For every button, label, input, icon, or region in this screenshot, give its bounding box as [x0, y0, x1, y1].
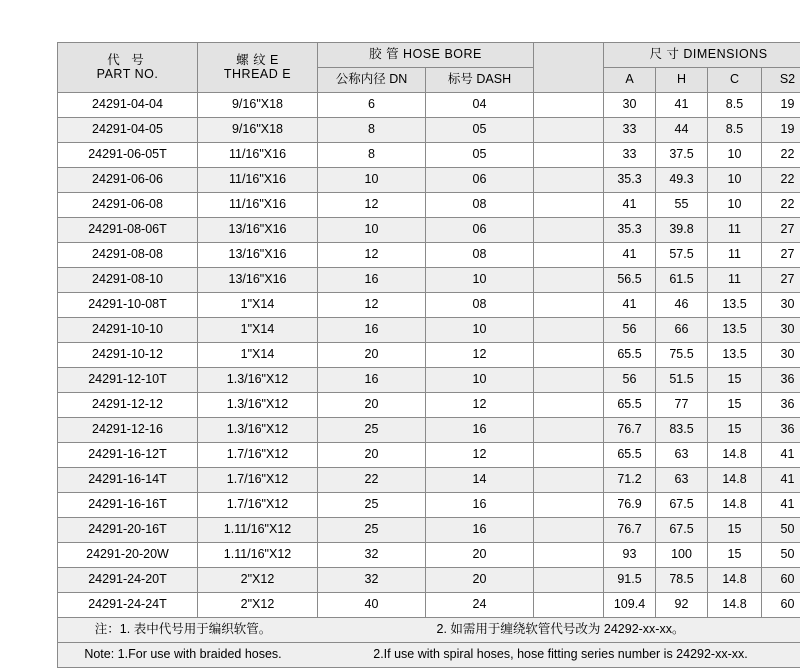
cell-dn: 10	[318, 168, 426, 193]
note-cn	[58, 618, 800, 643]
table-row	[58, 318, 800, 343]
cell-c: 11	[708, 243, 762, 268]
cell-s2: 30	[762, 343, 800, 368]
cell-a: 33	[604, 143, 656, 168]
cell-c: 8.5	[708, 93, 762, 118]
cell-c: 15	[708, 418, 762, 443]
note-en-1: Note: 1.For use with braided hoses.	[58, 648, 308, 662]
cell-thread: 2"X12	[198, 568, 318, 593]
cell-c: 15	[708, 543, 762, 568]
cell-a: 65.5	[604, 443, 656, 468]
cell-a: 76.7	[604, 518, 656, 543]
header-dn: 公称内径 DN	[318, 68, 426, 93]
cell-blank	[534, 368, 604, 393]
header-part-no-en: PART NO.	[58, 68, 197, 82]
cell-h: 66	[656, 318, 708, 343]
table-row	[58, 493, 800, 518]
cell-part-no: 24291-16-12T	[58, 443, 198, 468]
cell-blank	[534, 168, 604, 193]
table-row	[58, 543, 800, 568]
cell-thread: 13/16"X16	[198, 268, 318, 293]
cell-part-no: 24291-24-24T	[58, 593, 198, 618]
cell-dash: 10	[426, 368, 534, 393]
cell-blank	[534, 93, 604, 118]
cell-dn: 16	[318, 318, 426, 343]
cell-dn: 10	[318, 218, 426, 243]
cell-s2: 22	[762, 143, 800, 168]
cell-s2: 27	[762, 268, 800, 293]
cell-a: 56.5	[604, 268, 656, 293]
cell-part-no: 24291-06-08	[58, 193, 198, 218]
cell-a: 65.5	[604, 343, 656, 368]
cell-blank	[534, 568, 604, 593]
cell-a: 56	[604, 318, 656, 343]
cell-c: 14.8	[708, 593, 762, 618]
header-part-no-cn: 代 号	[58, 54, 197, 68]
cell-dn: 12	[318, 243, 426, 268]
cell-c: 15	[708, 368, 762, 393]
header-thread	[198, 43, 318, 93]
cell-thread: 9/16"X18	[198, 93, 318, 118]
note-en	[58, 643, 800, 668]
cell-blank	[534, 493, 604, 518]
cell-part-no: 24291-24-20T	[58, 568, 198, 593]
cell-c: 10	[708, 168, 762, 193]
cell-part-no: 24291-16-14T	[58, 468, 198, 493]
cell-c: 8.5	[708, 118, 762, 143]
cell-thread: 1.11/16"X12	[198, 543, 318, 568]
cell-blank	[534, 543, 604, 568]
spec-sheet	[57, 42, 743, 668]
cell-blank	[534, 218, 604, 243]
cell-part-no: 24291-16-16T	[58, 493, 198, 518]
cell-a: 71.2	[604, 468, 656, 493]
cell-thread: 1"X14	[198, 318, 318, 343]
table-row	[58, 518, 800, 543]
cell-h: 41	[656, 93, 708, 118]
table-row	[58, 93, 800, 118]
table-header	[58, 43, 800, 93]
header-hose-bore: 胶 管 HOSE BORE	[318, 43, 534, 68]
cell-a: 41	[604, 243, 656, 268]
cell-s2: 41	[762, 443, 800, 468]
table-row	[58, 218, 800, 243]
cell-h: 63	[656, 468, 708, 493]
cell-part-no: 24291-08-10	[58, 268, 198, 293]
cell-thread: 1.3/16"X12	[198, 368, 318, 393]
cell-part-no: 24291-10-10	[58, 318, 198, 343]
cell-blank	[534, 243, 604, 268]
header-h: H	[656, 68, 708, 93]
cell-thread: 1.3/16"X12	[198, 393, 318, 418]
cell-dash: 16	[426, 493, 534, 518]
cell-dash: 12	[426, 443, 534, 468]
cell-dash: 08	[426, 293, 534, 318]
cell-dash: 12	[426, 343, 534, 368]
cell-dn: 25	[318, 518, 426, 543]
cell-blank	[534, 293, 604, 318]
cell-blank	[534, 518, 604, 543]
cell-s2: 60	[762, 593, 800, 618]
cell-c: 14.8	[708, 443, 762, 468]
cell-dash: 20	[426, 543, 534, 568]
note-row-cn	[58, 618, 800, 643]
cell-part-no: 24291-04-05	[58, 118, 198, 143]
cell-blank	[534, 268, 604, 293]
cell-dn: 6	[318, 93, 426, 118]
table-row	[58, 193, 800, 218]
table-row	[58, 468, 800, 493]
cell-s2: 22	[762, 193, 800, 218]
header-row-1	[58, 43, 800, 68]
cell-h: 67.5	[656, 518, 708, 543]
cell-a: 109.4	[604, 593, 656, 618]
cell-part-no: 24291-06-06	[58, 168, 198, 193]
cell-s2: 41	[762, 493, 800, 518]
cell-dn: 20	[318, 343, 426, 368]
cell-s2: 30	[762, 318, 800, 343]
cell-dn: 16	[318, 368, 426, 393]
cell-dn: 8	[318, 118, 426, 143]
cell-thread: 1"X14	[198, 293, 318, 318]
cell-thread: 13/16"X16	[198, 243, 318, 268]
header-s2: S2	[762, 68, 800, 93]
cell-thread: 1.7/16"X12	[198, 468, 318, 493]
table-row	[58, 268, 800, 293]
cell-thread: 1.7/16"X12	[198, 493, 318, 518]
cell-dash: 06	[426, 218, 534, 243]
cell-dash: 12	[426, 393, 534, 418]
cell-a: 30	[604, 93, 656, 118]
cell-h: 83.5	[656, 418, 708, 443]
header-thread-en: THREAD E	[198, 68, 317, 82]
cell-c: 13.5	[708, 293, 762, 318]
table-row	[58, 343, 800, 368]
note-cn-1: 注：1. 表中代号用于编织软管。	[58, 623, 308, 637]
table-row	[58, 443, 800, 468]
cell-thread: 2"X12	[198, 593, 318, 618]
table-row	[58, 168, 800, 193]
cell-part-no: 24291-04-04	[58, 93, 198, 118]
cell-thread: 1.3/16"X12	[198, 418, 318, 443]
cell-s2: 50	[762, 518, 800, 543]
cell-c: 15	[708, 518, 762, 543]
cell-dash: 10	[426, 318, 534, 343]
cell-a: 65.5	[604, 393, 656, 418]
cell-s2: 60	[762, 568, 800, 593]
cell-dash: 08	[426, 243, 534, 268]
table-row	[58, 418, 800, 443]
cell-s2: 30	[762, 293, 800, 318]
table-row	[58, 593, 800, 618]
cell-h: 61.5	[656, 268, 708, 293]
cell-a: 33	[604, 118, 656, 143]
cell-dn: 25	[318, 418, 426, 443]
cell-part-no: 24291-12-10T	[58, 368, 198, 393]
fittings-spec-table	[57, 42, 800, 668]
cell-h: 55	[656, 193, 708, 218]
cell-h: 63	[656, 443, 708, 468]
cell-s2: 36	[762, 368, 800, 393]
cell-c: 10	[708, 193, 762, 218]
cell-a: 91.5	[604, 568, 656, 593]
cell-blank	[534, 443, 604, 468]
cell-dn: 25	[318, 493, 426, 518]
cell-c: 15	[708, 393, 762, 418]
cell-h: 92	[656, 593, 708, 618]
cell-a: 35.3	[604, 218, 656, 243]
cell-a: 76.7	[604, 418, 656, 443]
table-row	[58, 293, 800, 318]
table-row	[58, 368, 800, 393]
table-footer	[58, 618, 800, 668]
cell-part-no: 24291-08-08	[58, 243, 198, 268]
cell-dash: 20	[426, 568, 534, 593]
cell-a: 76.9	[604, 493, 656, 518]
table-row	[58, 393, 800, 418]
cell-s2: 22	[762, 168, 800, 193]
cell-h: 78.5	[656, 568, 708, 593]
cell-part-no: 24291-10-12	[58, 343, 198, 368]
header-thread-cn: 螺 纹 E	[198, 54, 317, 68]
cell-part-no: 24291-08-06T	[58, 218, 198, 243]
cell-c: 10	[708, 143, 762, 168]
cell-dn: 32	[318, 568, 426, 593]
cell-dn: 22	[318, 468, 426, 493]
table-row	[58, 243, 800, 268]
cell-blank	[534, 143, 604, 168]
cell-part-no: 24291-06-05T	[58, 143, 198, 168]
cell-blank	[534, 418, 604, 443]
cell-dn: 16	[318, 268, 426, 293]
cell-c: 14.8	[708, 468, 762, 493]
cell-h: 49.3	[656, 168, 708, 193]
cell-dash: 10	[426, 268, 534, 293]
cell-part-no: 24291-10-08T	[58, 293, 198, 318]
cell-h: 46	[656, 293, 708, 318]
cell-dn: 20	[318, 443, 426, 468]
cell-c: 11	[708, 218, 762, 243]
cell-a: 41	[604, 193, 656, 218]
cell-thread: 13/16"X16	[198, 218, 318, 243]
cell-h: 100	[656, 543, 708, 568]
cell-h: 39.8	[656, 218, 708, 243]
cell-dn: 32	[318, 543, 426, 568]
cell-dash: 16	[426, 518, 534, 543]
note-row-en	[58, 643, 800, 668]
cell-h: 75.5	[656, 343, 708, 368]
cell-dash: 05	[426, 118, 534, 143]
header-part-no	[58, 43, 198, 93]
cell-s2: 41	[762, 468, 800, 493]
cell-h: 77	[656, 393, 708, 418]
cell-thread: 11/16"X16	[198, 193, 318, 218]
cell-part-no: 24291-12-12	[58, 393, 198, 418]
cell-dash: 05	[426, 143, 534, 168]
cell-thread: 1.7/16"X12	[198, 443, 318, 468]
cell-dash: 08	[426, 193, 534, 218]
cell-dn: 20	[318, 393, 426, 418]
note-cn-2: 2. 如需用于缠绕软管代号改为 24292-xx-xx。	[308, 623, 800, 637]
cell-part-no: 24291-20-20W	[58, 543, 198, 568]
cell-h: 67.5	[656, 493, 708, 518]
header-dash: 标号 DASH	[426, 68, 534, 93]
cell-part-no: 24291-12-16	[58, 418, 198, 443]
cell-s2: 27	[762, 243, 800, 268]
cell-s2: 19	[762, 118, 800, 143]
cell-s2: 36	[762, 393, 800, 418]
cell-blank	[534, 118, 604, 143]
cell-a: 56	[604, 368, 656, 393]
cell-c: 11	[708, 268, 762, 293]
header-blank	[534, 43, 604, 93]
cell-blank	[534, 593, 604, 618]
cell-dash: 24	[426, 593, 534, 618]
cell-dn: 12	[318, 293, 426, 318]
cell-h: 57.5	[656, 243, 708, 268]
cell-blank	[534, 343, 604, 368]
cell-a: 35.3	[604, 168, 656, 193]
cell-dash: 06	[426, 168, 534, 193]
cell-blank	[534, 193, 604, 218]
cell-s2: 27	[762, 218, 800, 243]
cell-dn: 40	[318, 593, 426, 618]
cell-thread: 1.11/16"X12	[198, 518, 318, 543]
cell-c: 14.8	[708, 568, 762, 593]
header-a: A	[604, 68, 656, 93]
note-en-2: 2.If use with spiral hoses, hose fitting series number is 24292-xx-xx.	[308, 648, 800, 662]
table-body	[58, 93, 800, 618]
cell-c: 13.5	[708, 343, 762, 368]
cell-h: 51.5	[656, 368, 708, 393]
table-row	[58, 568, 800, 593]
cell-s2: 36	[762, 418, 800, 443]
cell-blank	[534, 318, 604, 343]
cell-s2: 19	[762, 93, 800, 118]
cell-part-no: 24291-20-16T	[58, 518, 198, 543]
cell-dash: 16	[426, 418, 534, 443]
cell-h: 44	[656, 118, 708, 143]
cell-thread: 9/16"X18	[198, 118, 318, 143]
cell-dn: 8	[318, 143, 426, 168]
cell-a: 93	[604, 543, 656, 568]
table-row	[58, 118, 800, 143]
cell-h: 37.5	[656, 143, 708, 168]
cell-blank	[534, 468, 604, 493]
cell-s2: 50	[762, 543, 800, 568]
header-dimensions: 尺 寸 DIMENSIONS	[604, 43, 800, 68]
cell-a: 41	[604, 293, 656, 318]
cell-c: 13.5	[708, 318, 762, 343]
cell-dash: 04	[426, 93, 534, 118]
cell-dn: 12	[318, 193, 426, 218]
cell-c: 14.8	[708, 493, 762, 518]
cell-thread: 11/16"X16	[198, 143, 318, 168]
table-row	[58, 143, 800, 168]
cell-thread: 11/16"X16	[198, 168, 318, 193]
header-c: C	[708, 68, 762, 93]
cell-thread: 1"X14	[198, 343, 318, 368]
cell-dash: 14	[426, 468, 534, 493]
cell-blank	[534, 393, 604, 418]
